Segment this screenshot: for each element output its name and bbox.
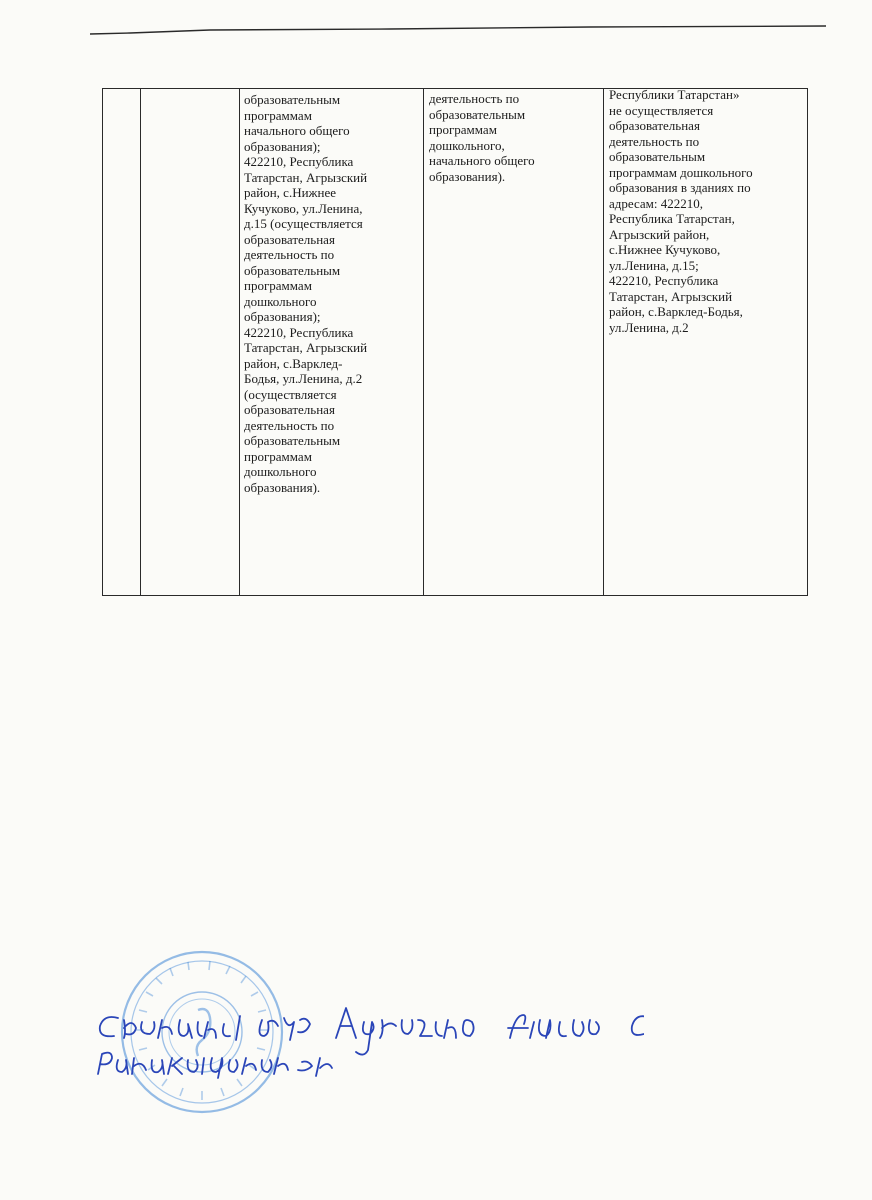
page-top-edge-line [90,24,826,38]
table-column-divider [603,89,604,595]
document-table [102,88,808,596]
table-column-divider [423,89,424,595]
handwritten-signature [84,998,644,1084]
table-cell-activity: деятельность по образовательным программам дошкольного, начального общего образования). [429,91,535,184]
table-cell-addresses: образовательным программам начального общего образования); 422210, Республика Татарстан, Агрызский район, с.Нижнее Кучуково, ул.Ленина, д.15 (осуществляется образовательная деятельность по образовательным программам дошкольного образования); 422210, Республика Татарстан, Агрызский район, с.Варклед- Бодья, ул.Ленина, д.2 (осуществляется образовательная деятельность по образовательным программам дошкольного образования). [244,92,368,495]
table-column-divider [239,89,240,595]
table-column-divider [140,89,146,595]
table-cell-note: Республики Татарстан» не осуществляется образовательная деятельность по образовательным программам дошкольного образования в зданиях по адресам: 422210, Республика Татарстан, Агрызский район, с.Нижнее Кучуково, ул.Ленина, д.15; 422210, Республика Татарстан, Агрызский район, с.Варклед-Бодья, ул.Ленина, д.2 [609,87,753,335]
